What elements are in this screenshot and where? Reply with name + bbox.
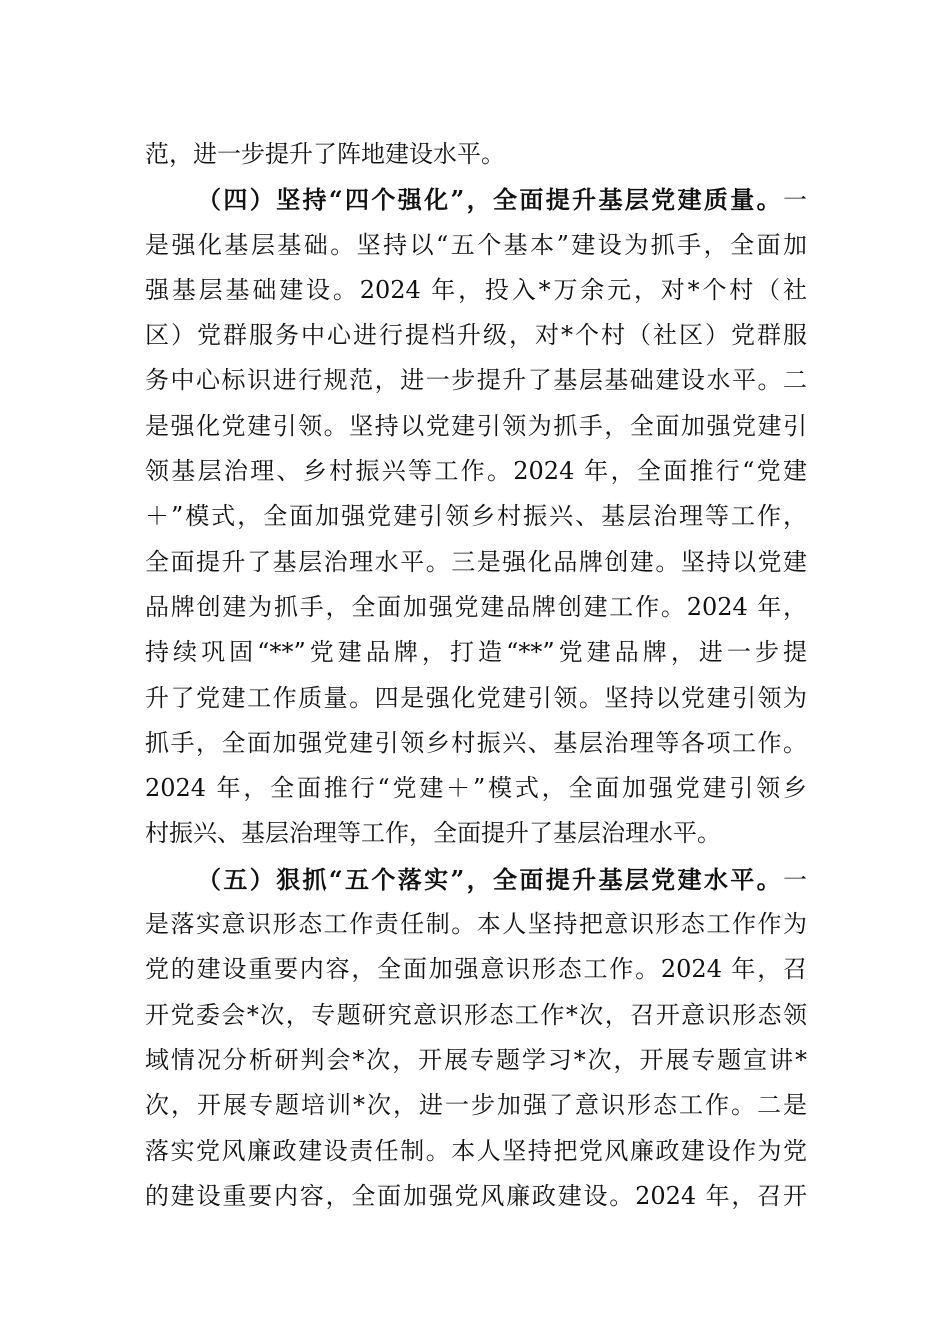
text-line: 品牌创建为抓手，全面加强党建品牌创建工作。2024 年，: [145, 592, 807, 621]
text-line: 领基层治理、乡村振兴等工作。2024 年，全面推行“党建: [145, 457, 807, 486]
section-heading-4: （四）坚持“四个强化”，全面提升基层党建质量。: [197, 185, 783, 215]
section-heading-5: （五）狠抓“五个落实”，全面提升基层党建水平。: [197, 864, 783, 894]
text-line: 务中心标识进行规范，进一步提升了基层基础建设水平。二: [145, 366, 807, 395]
text-line: 2024 年，全面推行“党建＋”模式，全面加强党建引领乡: [145, 774, 807, 803]
text-line: 持续巩固“**”党建品牌，打造“**”党建品牌，进一步提: [145, 638, 807, 667]
text-line: 次，开展专题培训*次，进一步加强了意识形态工作。二是: [145, 1091, 807, 1120]
document-body: [145, 132, 807, 1219]
text-line: 党的建设重要内容，全面加强意识形态工作。2024 年，召: [145, 955, 807, 984]
text-line: 的建设重要内容，全面加强党风廉政建设。2024 年，召开: [145, 1181, 807, 1210]
section-heading-line: （四）坚持“四个强化”，全面提升基层党建质量。一: [197, 185, 807, 215]
text-line: 域情况分析研判会*次，开展专题学习*次，开展专题宣讲*: [145, 1045, 807, 1074]
text-line: 是强化党建引领。坚持以党建引领为抓手，全面加强党建引: [145, 411, 807, 440]
text-line: 村振兴、基层治理等工作，全面提升了基层治理水平。: [145, 819, 721, 848]
text-line: 开党委会*次，专题研究意识形态工作*次，召开意识形态领: [145, 1000, 807, 1029]
text-line: 抓手，全面加强党建引领乡村振兴、基层治理等各项工作。: [145, 728, 807, 757]
text-line: 区）党群服务中心进行提档升级，对*个村（社区）党群服: [145, 321, 807, 350]
text-line: 升了党建工作质量。四是强化党建引领。坚持以党建引领为: [145, 683, 807, 712]
text-line: 全面提升了基层治理水平。三是强化品牌创建。坚持以党建: [145, 547, 807, 576]
text-line: 强基层基础建设。2024 年，投入*万余元，对*个村（社: [145, 275, 807, 304]
text-line: 范，进一步提升了阵地建设水平。: [145, 140, 505, 168]
text-line: 是强化基层基础。坚持以“五个基本”建设为抓手，全面加: [145, 230, 807, 259]
section-heading-line: （五）狠抓“五个落实”，全面提升基层党建水平。一: [197, 864, 807, 894]
text-line: ＋”模式，全面加强党建引领乡村振兴、基层治理等工作，: [145, 502, 807, 531]
text-line: 落实党风廉政建设责任制。本人坚持把党风廉政建设作为党: [145, 1136, 807, 1165]
text-line: 是落实意识形态工作责任制。本人坚持把意识形态工作作为: [145, 910, 807, 939]
